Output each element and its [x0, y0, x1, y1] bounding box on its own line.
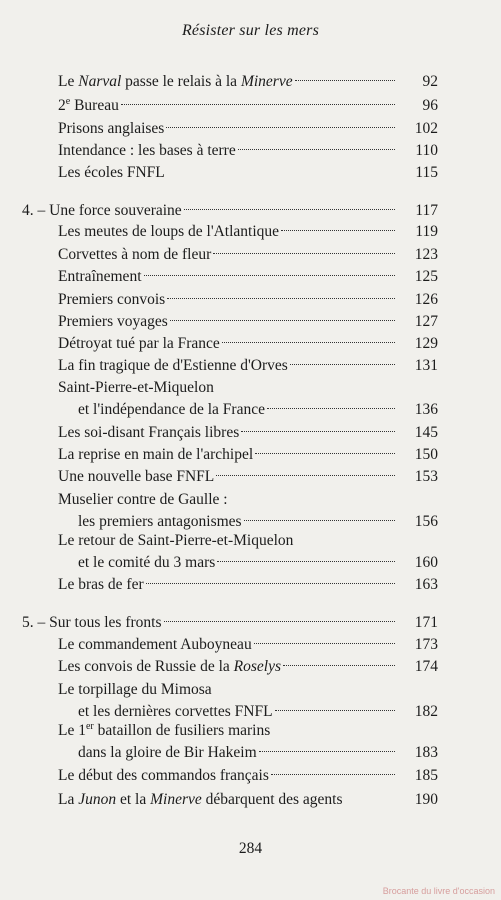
leader-dots [283, 665, 395, 666]
toc-entry [58, 311, 438, 333]
toc-entry [58, 574, 438, 596]
toc-entry-page: 126 [414, 291, 438, 308]
toc-entry [58, 789, 438, 811]
toc-entry-page: 174 [414, 658, 438, 675]
leader-dots [281, 230, 395, 231]
leader-dots [217, 561, 395, 562]
leader-dots [295, 80, 395, 81]
toc-entry-title: et l'indépendance de la France [78, 401, 265, 418]
toc-entry-title: La Junon et la Minerve débarquent des agents [58, 791, 343, 808]
toc-entry-title: La reprise en main de l'archipel [58, 446, 254, 463]
toc-entry [58, 140, 438, 162]
toc-entry [58, 530, 438, 576]
leader-dots [267, 408, 395, 409]
toc-chapter [22, 200, 438, 222]
toc-entry-title-line1: Le 1er bataillon de fusiliers marins [58, 720, 271, 739]
toc-entry [58, 95, 438, 117]
toc-entry-page: 185 [414, 767, 438, 784]
toc-entry [58, 444, 438, 466]
toc-entry-page: 173 [414, 636, 438, 653]
toc-entry-page: 115 [415, 164, 438, 181]
toc-entry-title: Détroyat tué par la France [58, 335, 220, 352]
leader-dots [170, 320, 395, 321]
toc-entry-title: et le comité du 3 mars [78, 554, 216, 571]
toc-entry-page: 102 [414, 120, 438, 137]
toc-entry-title: Le commandement Auboyneau [58, 636, 252, 653]
toc-entry [58, 71, 438, 93]
toc-entry-title: Les soi-disant Français libres [58, 424, 240, 441]
toc-entry-title: Une nouvelle base FNFL [58, 468, 215, 485]
toc-entry-title: Le Narval passe le relais à la Minerve [58, 73, 293, 90]
leader-dots [213, 253, 395, 254]
toc-entry-page: 190 [414, 791, 438, 808]
toc-entry-page: 182 [414, 703, 438, 720]
toc-entry-title: 2e Bureau [58, 95, 119, 114]
leader-dots [144, 275, 396, 276]
toc-entry [58, 489, 438, 535]
toc-entry [58, 765, 438, 787]
toc-entry-title-line1: Le retour de Saint-Pierre-et-Miquelon [58, 532, 294, 549]
toc-entry-title: Les écoles FNFL [58, 164, 165, 181]
toc-entry-page: 96 [422, 97, 438, 114]
toc-entry-title: Premiers convois [58, 291, 166, 308]
toc-entry-title-line1: Saint-Pierre-et-Miquelon [58, 379, 214, 396]
toc-entry [58, 720, 438, 766]
toc-chapter-page: 117 [415, 202, 438, 219]
toc-entry-title: La fin tragique de d'Estienne d'Orves [58, 357, 288, 374]
leader-dots [254, 643, 395, 644]
toc-chapter-title: 5. – Sur tous les fronts [22, 614, 162, 631]
toc-entry-page: 131 [414, 357, 438, 374]
toc-entry-title: et les dernières corvettes FNFL [78, 703, 273, 720]
toc-entry [58, 118, 438, 140]
leader-dots [216, 475, 395, 476]
toc-entry-title: Premiers voyages [58, 313, 168, 330]
toc-entry-page: 129 [414, 335, 438, 352]
toc-entry-title: Les meutes de loups de l'Atlantique [58, 223, 280, 240]
toc-entry [58, 355, 438, 377]
toc-entry [58, 333, 438, 355]
toc-entry [58, 266, 438, 288]
toc-entry [58, 289, 438, 311]
toc-entry-page: 145 [414, 424, 438, 441]
toc-entry-title: Intendance : les bases à terre [58, 142, 236, 159]
toc-entry-page: 153 [414, 468, 438, 485]
toc-entry-title: Le bras de fer [58, 576, 144, 593]
toc-entry-title-line1: Muselier contre de Gaulle : [58, 491, 228, 508]
leader-dots [222, 342, 395, 343]
toc-entry-title: les premiers antagonismes [78, 513, 242, 530]
leader-dots [255, 453, 395, 454]
toc-entry-page: 150 [414, 446, 438, 463]
toc-entry-title: Corvettes à nom de fleur [58, 246, 212, 263]
toc-entry-page: 123 [414, 246, 438, 263]
toc-entry-page: 92 [422, 73, 438, 90]
leader-dots [164, 621, 396, 622]
toc-entry-title: Prisons anglaises [58, 120, 165, 137]
toc-entry-title: dans la gloire de Bir Hakeim [78, 744, 257, 761]
toc-entry-title: Entraînement [58, 268, 142, 285]
toc-chapter-page: 171 [414, 614, 438, 631]
toc-entry-page: 163 [414, 576, 438, 593]
leader-dots [244, 520, 395, 521]
leader-dots [121, 104, 395, 105]
toc-entry [58, 422, 438, 444]
toc-entry-page: 119 [415, 223, 438, 240]
watermark: Brocante du livre d'occasion [382, 886, 495, 896]
leader-dots [241, 431, 395, 432]
leader-dots [167, 298, 395, 299]
toc-entry [58, 221, 438, 243]
toc-entry-title: Le début des commandos français [58, 767, 269, 784]
toc-entry-page: 125 [414, 268, 438, 285]
leader-dots [275, 710, 395, 711]
leader-dots [290, 364, 395, 365]
leader-dots [146, 583, 395, 584]
toc-entry-page: 183 [414, 744, 438, 761]
toc-entry [58, 377, 438, 423]
toc-entry-title-line1: Le torpillage du Mimosa [58, 681, 212, 698]
toc-entry [58, 162, 438, 184]
running-header: Résister sur les mers [181, 22, 320, 39]
toc-entry-title: Les convois de Russie de la Roselys [58, 658, 281, 675]
toc-entry-page: 127 [414, 313, 438, 330]
toc-entry-page: 110 [415, 142, 438, 159]
toc-chapter [22, 612, 438, 634]
page-number: 284 [238, 840, 263, 857]
leader-dots [166, 127, 395, 128]
toc-entry [58, 679, 438, 725]
toc-entry [58, 634, 438, 656]
toc-entry-page: 136 [414, 401, 438, 418]
toc-chapter-title: 4. – Une force souveraine [22, 202, 182, 219]
leader-dots [271, 774, 395, 775]
toc-entry [58, 466, 438, 488]
leader-dots [259, 751, 395, 752]
toc-entry [58, 244, 438, 266]
toc-entry-page: 156 [414, 513, 438, 530]
leader-dots [184, 209, 395, 210]
leader-dots [238, 149, 395, 150]
toc-entry-page: 160 [414, 554, 438, 571]
toc-entry [58, 656, 438, 678]
